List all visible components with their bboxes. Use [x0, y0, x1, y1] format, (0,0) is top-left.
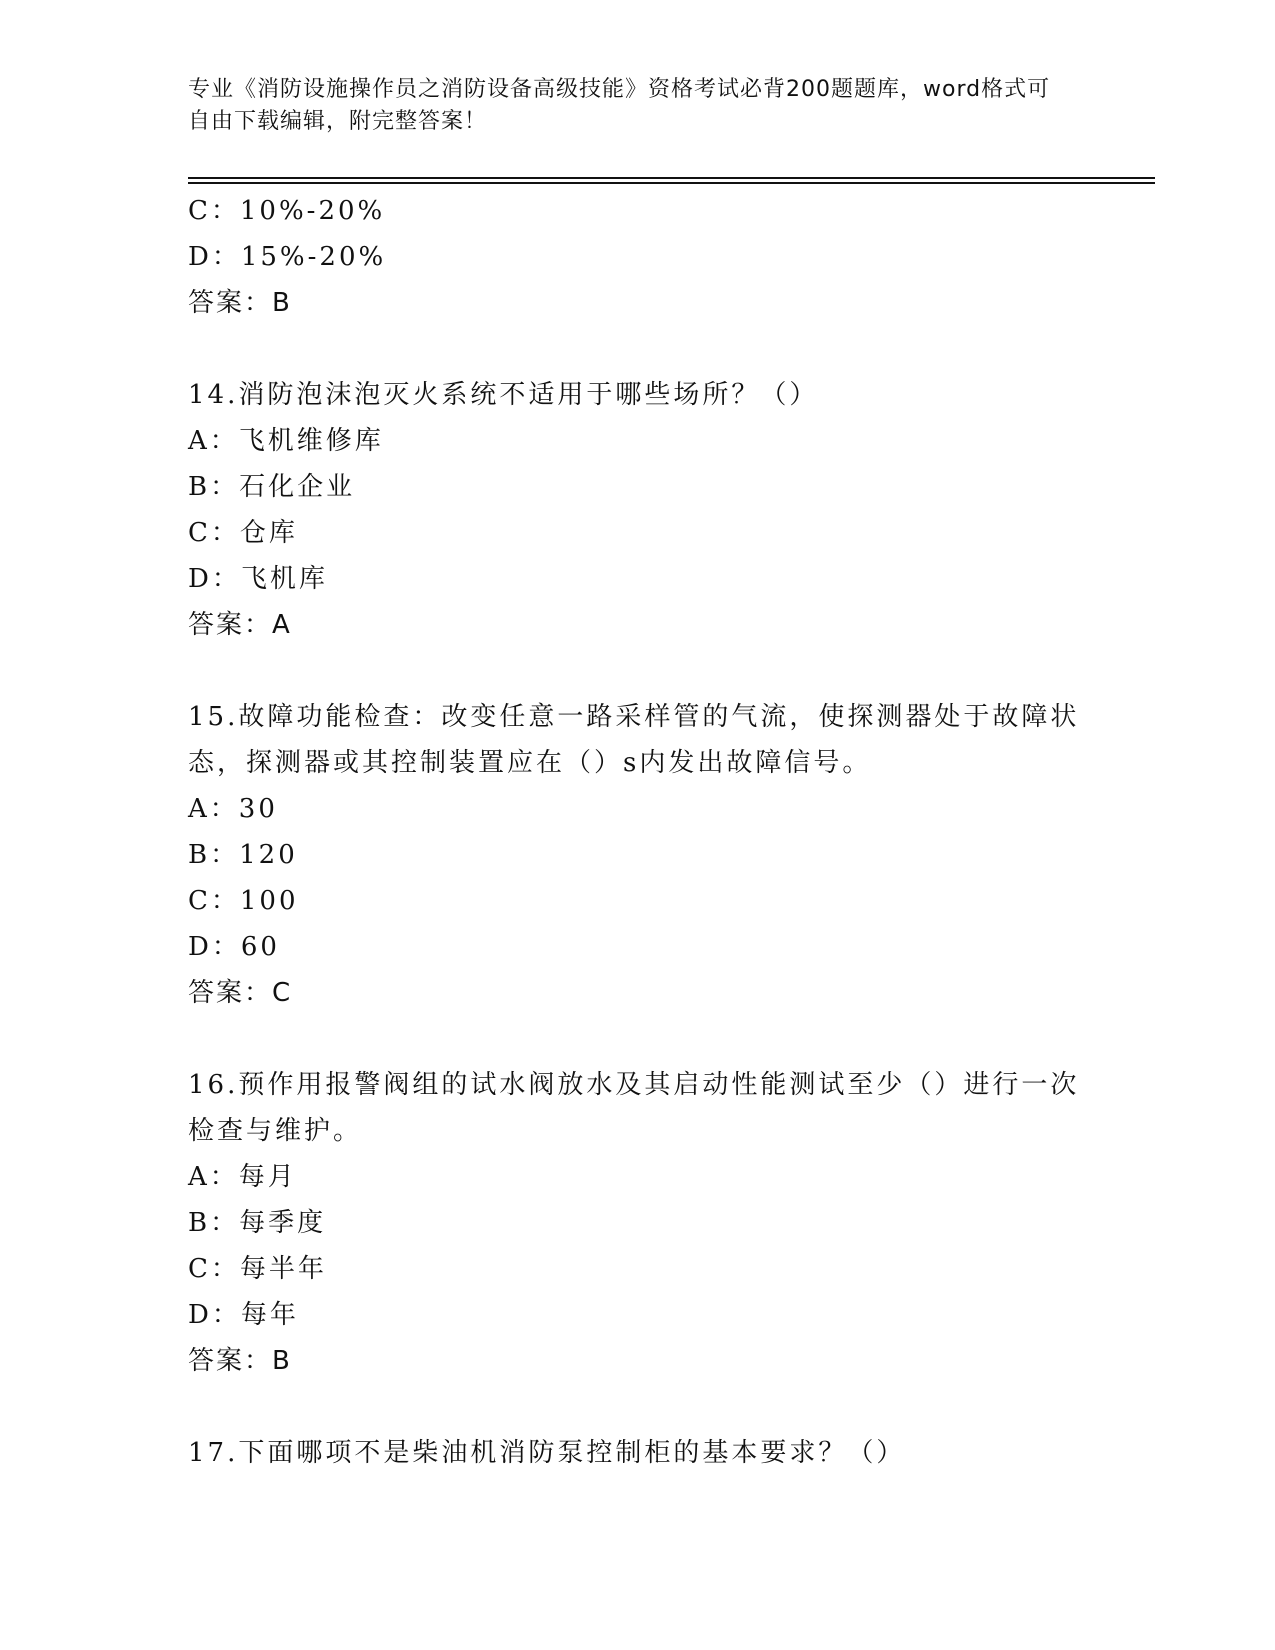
option-c: C：仓库 — [188, 518, 298, 548]
answer: 答案：B — [188, 1346, 292, 1376]
option-c: C：100 — [188, 886, 299, 916]
question-14 — [188, 372, 1088, 648]
spacer — [188, 1384, 1088, 1430]
question-13-tail — [188, 188, 1088, 326]
spacer — [188, 326, 1088, 372]
answer: 答案：C — [188, 978, 293, 1008]
option-a: A：飞机维修库 — [188, 426, 384, 456]
question-stem: 14.消防泡沫泡灭火系统不适用于哪些场所？（） — [188, 380, 819, 410]
question-stem: 17.下面哪项不是柴油机消防泵控制柜的基本要求？（） — [188, 1438, 906, 1468]
option-c: C：10%-20% — [188, 196, 386, 226]
spacer — [188, 648, 1088, 694]
option-d: D：每年 — [188, 1300, 299, 1330]
option-a: A：每月 — [188, 1162, 297, 1192]
option-d: D：60 — [188, 932, 280, 962]
header-divider-top — [188, 177, 1155, 179]
option-d: D：飞机库 — [188, 564, 328, 594]
option-b: B：120 — [188, 840, 298, 870]
question-list — [188, 188, 1088, 1476]
question-stem: 16.预作用报警阀组的试水阀放水及其启动性能测试至少（）进行一次检查与维护。 — [188, 1070, 1080, 1146]
option-c: C：每半年 — [188, 1254, 327, 1284]
answer: 答案：B — [188, 288, 292, 318]
option-d: D：15%-20% — [188, 242, 387, 272]
question-stem: 15.故障功能检查：改变任意一路采样管的气流，使探测器处于故障状态，探测器或其控制装置应在（）s内发出故障信号。 — [188, 702, 1080, 778]
option-b: B：石化企业 — [188, 472, 356, 502]
question-16 — [188, 1062, 1088, 1384]
option-b: B：每季度 — [188, 1208, 327, 1238]
question-17 — [188, 1430, 1088, 1476]
option-a: A：30 — [188, 794, 278, 824]
document-header: 专业《消防设施操作员之消防设备高级技能》资格考试必背200题题库，word格式可自由下载编辑，附完整答案！ — [188, 77, 1051, 134]
answer: 答案：A — [188, 610, 292, 640]
header-divider-bottom — [188, 182, 1155, 184]
question-15 — [188, 694, 1088, 1016]
spacer — [188, 1016, 1088, 1062]
